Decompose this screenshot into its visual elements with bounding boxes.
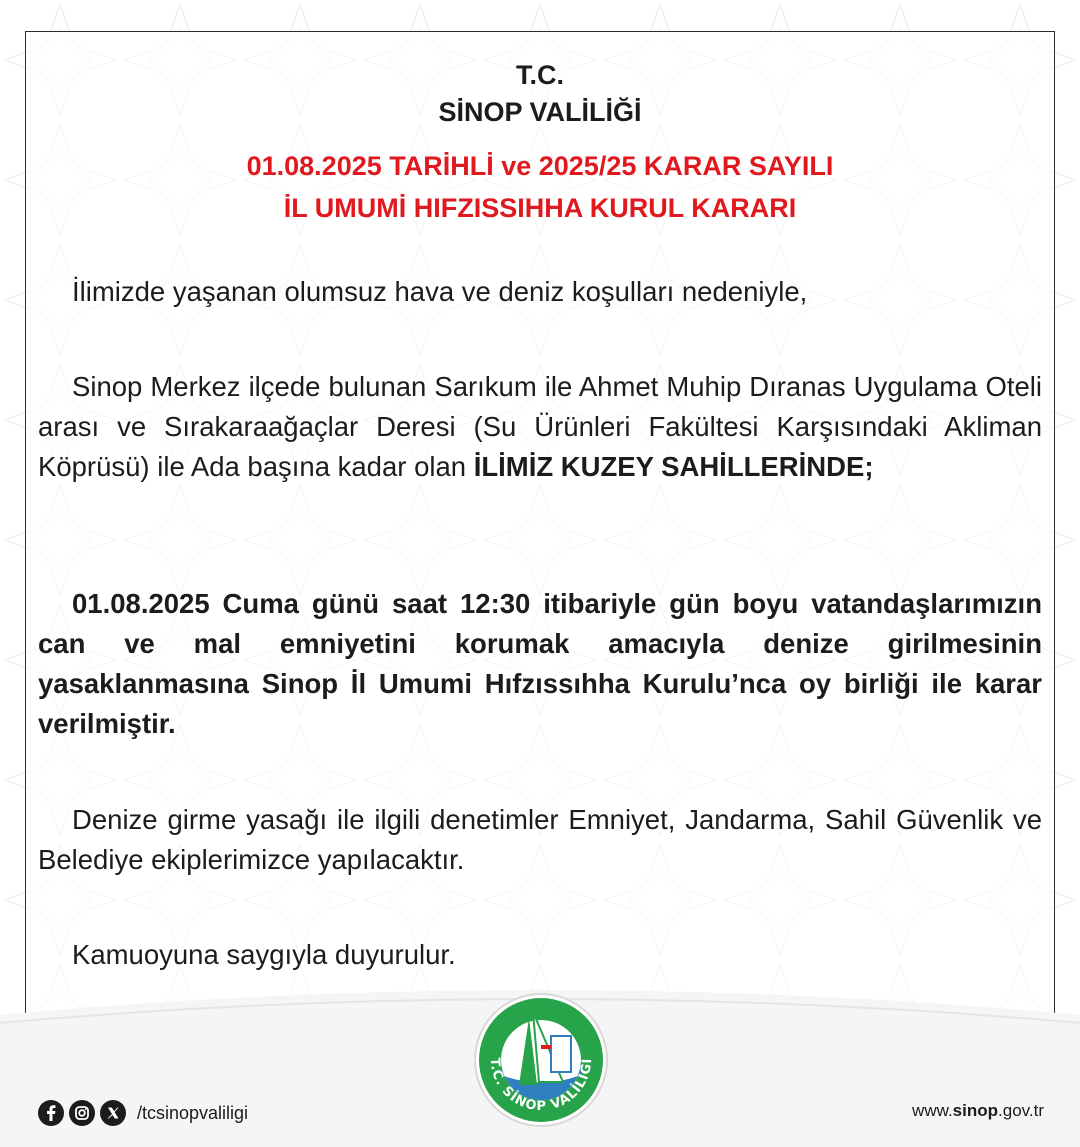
social-links (38, 1098, 248, 1128)
paragraph-intro: İlimizde yaşanan olumsuz hava ve deniz koşulları nedeniyle, (72, 276, 808, 307)
website-prefix: www. (912, 1101, 953, 1120)
facebook-icon[interactable] (38, 1100, 64, 1126)
website-domain: sinop (952, 1101, 999, 1120)
governorship-logo (471, 990, 611, 1130)
instagram-icon[interactable] (69, 1100, 95, 1126)
decision-date-number: 01.08.2025 TARİHLİ ve 2025/25 KARAR SAYILI (246, 151, 834, 181)
logo-text: T.C. SİNOP VALİLİĞİ (486, 1057, 596, 1115)
x-icon[interactable] (100, 1100, 126, 1126)
paragraph-closing: Kamuoyuna saygıyla duyurulur. (72, 939, 456, 970)
paragraph-decision: 01.08.2025 Cuma günü saat 12:30 itibariyle gün boyu vatandaşlarımızın can ve mal emniyetini korumak amacıyla denize girilmesinin yasaklanmasına Sinop İl Umumi Hıfzıssıhha Kurulu’nca oy birliği ile karar verilmiştir. (38, 588, 1042, 739)
header-tc: T.C. (515, 60, 564, 90)
location-text: Sinop Merkez ilçede bulunan Sarıkum ile Ahmet Muhip Dıranas Uygulama Oteli arası ve Sırakaraağaçlar Deresi (Su Ürünleri Fakültesi Karşısındaki Akliman Köprüsü) ile Ada başına kadar olan (38, 371, 1042, 482)
header-governorship: SİNOP VALİLİĞİ (438, 97, 642, 127)
website-link[interactable] (912, 1101, 1044, 1121)
paragraph-enforcement: Denize girme yasağı ile ilgili denetimler Emniyet, Jandarma, Sahil Güvenlik ve Belediye ekiplerimizce yapılacaktır. (38, 804, 1042, 875)
paragraph-location (38, 367, 1042, 487)
website-suffix: .gov.tr (998, 1101, 1044, 1120)
decision-title: İL UMUMİ HIFZISSIHHA KURUL KARARI (283, 193, 797, 223)
location-emphasis: İLİMİZ KUZEY SAHİLLERİNDE; (473, 451, 874, 482)
social-handle[interactable]: /tcsinopvaliligi (137, 1102, 249, 1123)
